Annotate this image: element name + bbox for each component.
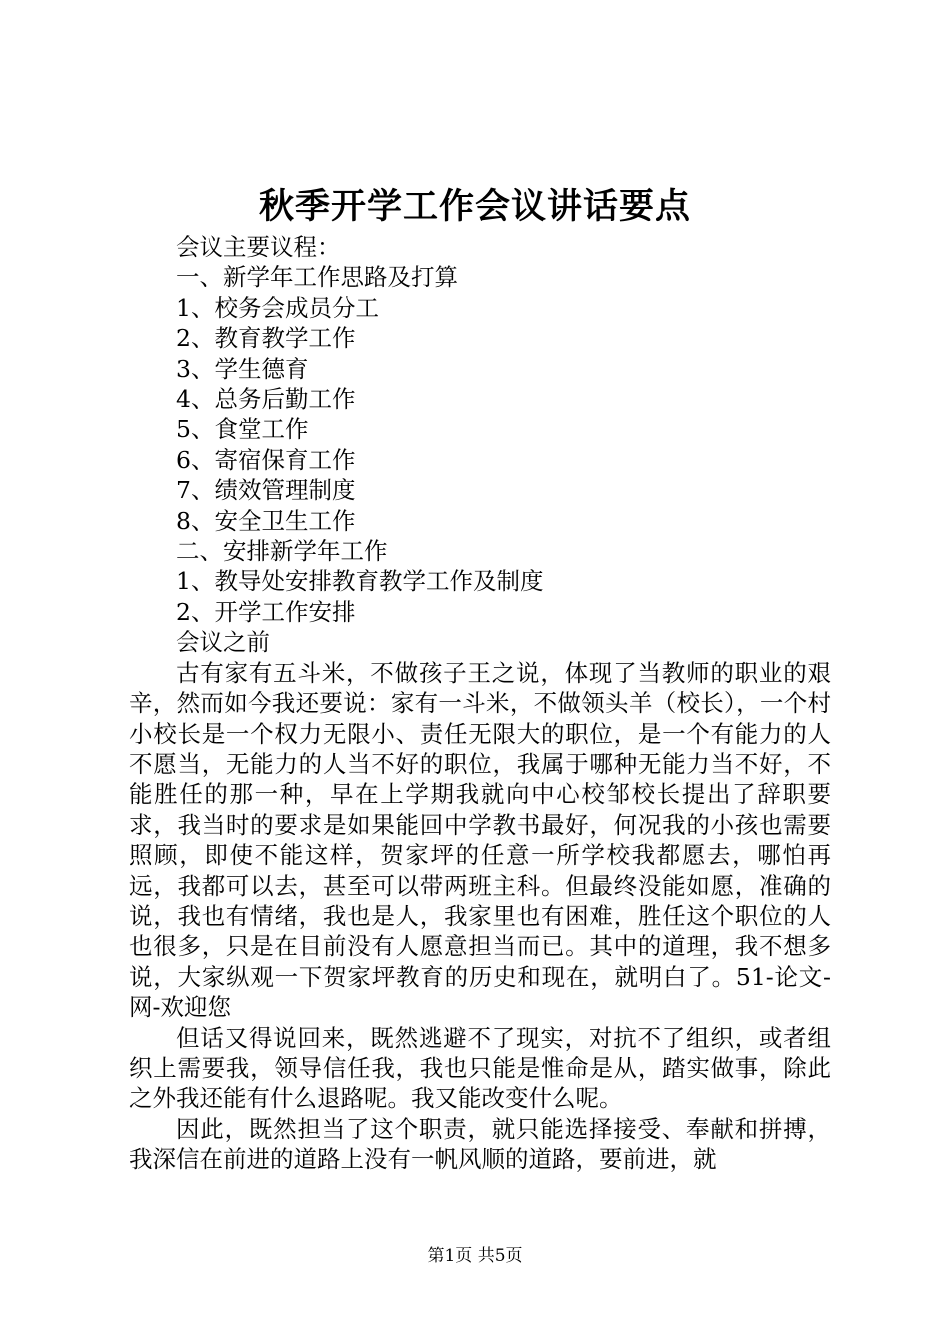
agenda-item: 5、食堂工作 — [176, 415, 309, 444]
agenda-item: 二、安排新学年工作 — [176, 537, 388, 566]
body-paragraph: 古有家有五斗米，不做孩子王之说，体现了当教师的职业的艰辛，然而如今我还要说：家有一斗米，不做领头羊（校长），一个村小校长是一个权力无限小、责任无限大的职位，是一个有能力的人不愿当，无能力的人当不好的职位，我属于哪种无能力当不好，不能胜任的那一种，早在上学期我就向中心校邹校长提出了辞职要求，我当时的要求是如果能回中学教书最好，何况我的小孩也需要照顾，即使不能这样，贺家坪的任意一所学校我都愿去，哪怕再远，我都可以去，甚至可以带两班主科。但最终没能如愿，准确的说，我也有情绪，我也是人，我家里也有困难，胜任这个职位的人也很多，只是在目前没有人愿意担当而已。其中的道理，我不想多说，大家纵观一下贺家坪教育的历史和现在，就明白了。51-论文-网-欢迎您 — [129, 658, 831, 1022]
agenda-item: 4、总务后勤工作 — [176, 385, 356, 414]
agenda-item: 6、寄宿保育工作 — [176, 445, 356, 474]
agenda-item: 2、教育教学工作 — [176, 324, 356, 353]
agenda-item: 2、开学工作安排 — [176, 597, 356, 626]
document-title: 秋季开学工作会议讲话要点 — [258, 186, 691, 227]
body-paragraph: 但话又得说回来，既然逃避不了现实，对抗不了组织，或者组织上需要我，领导信任我，我也只能是惟命是从，踏实做事，除此之外我还能有什么退路呢。我又能改变什么呢。 — [129, 1023, 831, 1113]
section-heading: 会议之前 — [176, 628, 270, 657]
agenda-item: 7、绩效管理制度 — [176, 476, 356, 505]
page-number-footer: 第1页 共5页 — [427, 1246, 523, 1266]
agenda-item: 一、新学年工作思路及打算 — [176, 263, 458, 292]
agenda-item: 8、安全卫生工作 — [176, 506, 356, 535]
agenda-item: 1、校务会成员分工 — [176, 293, 379, 322]
body-paragraph: 因此，既然担当了这个职责，就只能选择接受、奉献和拼搏，我深信在前进的道路上没有一帆风顺的道路，要前进，就 — [129, 1114, 831, 1174]
agenda-item: 1、教导处安排教育教学工作及制度 — [176, 567, 544, 596]
agenda-heading: 会议主要议程： — [176, 233, 341, 261]
document-body — [129, 232, 831, 1175]
agenda-item: 3、学生德育 — [176, 354, 309, 383]
